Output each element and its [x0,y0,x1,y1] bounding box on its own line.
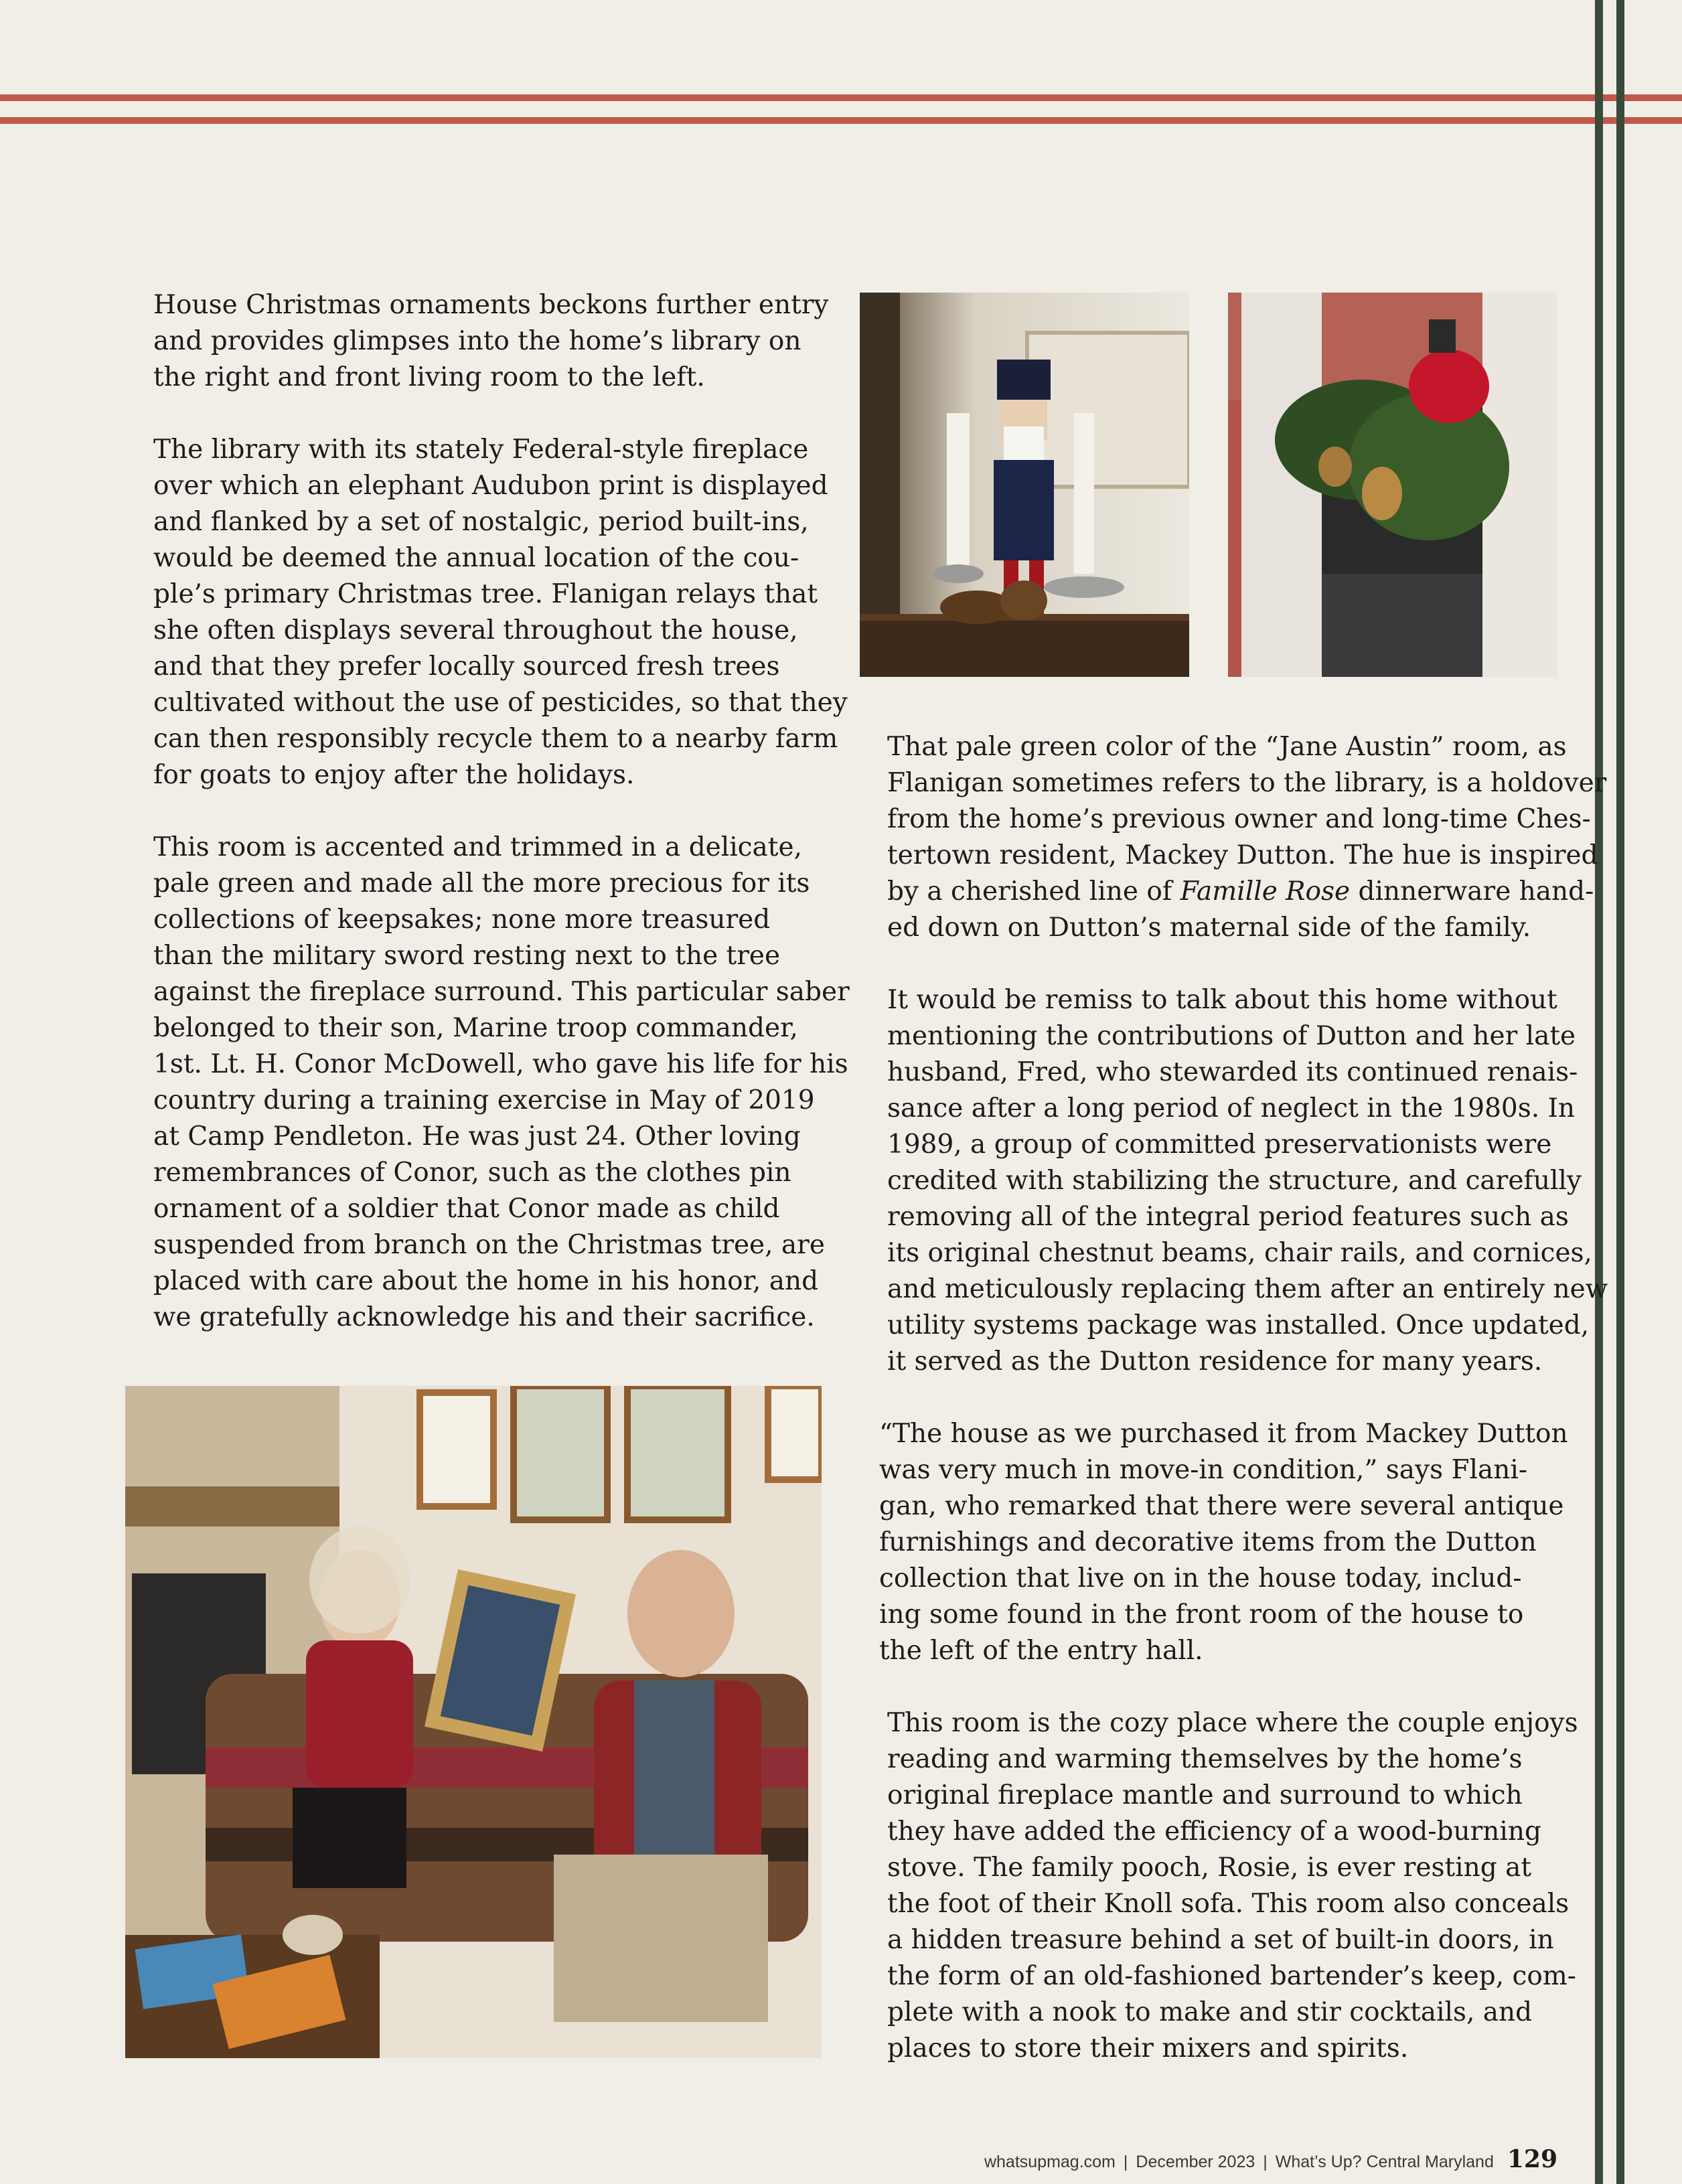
footer-publication: What’s Up? Central Maryland [1275,2153,1494,2171]
paragraph-jane-austin-room [887,729,1606,946]
paragraph-dutton-contributions: It would be remiss to talk about this home without mentioning the contributions of Dutton and her late husband, Fred, who stewarded its continued renais- sance after a long period of neglect in the 1980s. In 1989, a group of committed preservationists were credited with stabilizing the structure, and carefully removing all of the integral period features such as its original chestnut beams, chair rails, and cornices, and meticulously replacing them after an entirely new utility systems package was installed. Once updated, it served as the Dutton residence for many years. [887,985,1608,1377]
footer-site: whatsupmag.com [984,2153,1116,2171]
text-run: dinnerware hand- ed down on Dutton’s maternal side of the family. [887,876,1594,943]
right-rule-second [1616,0,1624,2184]
nutcracker-photo [860,293,1189,677]
page-number: 129 [1507,2145,1557,2173]
paragraph-quote: “The house as we purchased it from Mackey Dutton was very much in move-in condition,” says Flani- gan, who remarked that there were several antique furnishings and decorative items from the Dutton collection that live on in the house today, includ- ing some found in the front room of the house to the left of the entry hall. [879,1419,1568,1666]
emphasis-famille-rose: Famille Rose [1180,876,1351,907]
paragraph-cozy-room: This room is the cozy place where the couple enjoys reading and warming themselves by the home’s original fireplace mantle and surround to which they have added the efficiency of a wood-burning stove. The family pooch, Rosie, is ever resting at the foot of their Knoll sofa. This room also conceals a hidden treasure behind a set of built-in doors, in the form of an old-fashioned bartender’s keep, com- plete with a nook to make and stir cocktails, and places to store their mixers and spirits. [887,1708,1578,2063]
footer-separator: | [1263,2153,1268,2171]
porch-garland-photo [1228,293,1557,677]
top-rule-second [0,117,1682,124]
paragraph-library: The library with its stately Federal-style fireplace over which an elephant Audubon print is displayed and flanked by a set of nostalgic, period built-ins, would be deemed the annual location of the cou- ple’s primary Christmas tree. Flanigan relays that she often displays several throughout the house, and that they prefer locally sourced fresh trees cultivated without the use of pesticides, so that they can then responsibly recycle them to a nearby farm for goats to enjoy after the holidays. [153,435,848,790]
page-footer [984,2145,1557,2173]
top-rule [0,94,1682,101]
couple-living-room-photo [125,1386,822,2058]
text-run: That pale green color of the “Jane Austin” room, as Flanigan sometimes refers to the library, is a holdover from the home’s previous owner and long-time Ches- tertown resident, Mackey Dutton. The hue is inspired by a cherished line of [887,732,1607,907]
paragraph-green-room: This room is accented and trimmed in a delicate, pale green and made all the more precious for its collections of keepsakes; none more treasured than the military sword resting next to the tree against the fireplace surround. This particular saber belonged to their son, Marine troop commander, 1st. Lt. H. Conor McDowell, who gave his life for his country during a training exercise in May of 2019 at Camp Pendleton. He was just 24. Other loving remembrances of Conor, such as the clothes pin ornament of a soldier that Conor made as child suspended from branch on the Christmas tree, are placed with care about the home in his honor, and we gratefully acknowledge his and their sacrifice. [153,832,850,1332]
footer-separator: | [1123,2153,1128,2171]
paragraph-entry: House Christmas ornaments beckons further entry and provides glimpses into the home’s library on the right and front living room to the left. [153,290,829,392]
footer-date: December 2023 [1136,2153,1255,2171]
